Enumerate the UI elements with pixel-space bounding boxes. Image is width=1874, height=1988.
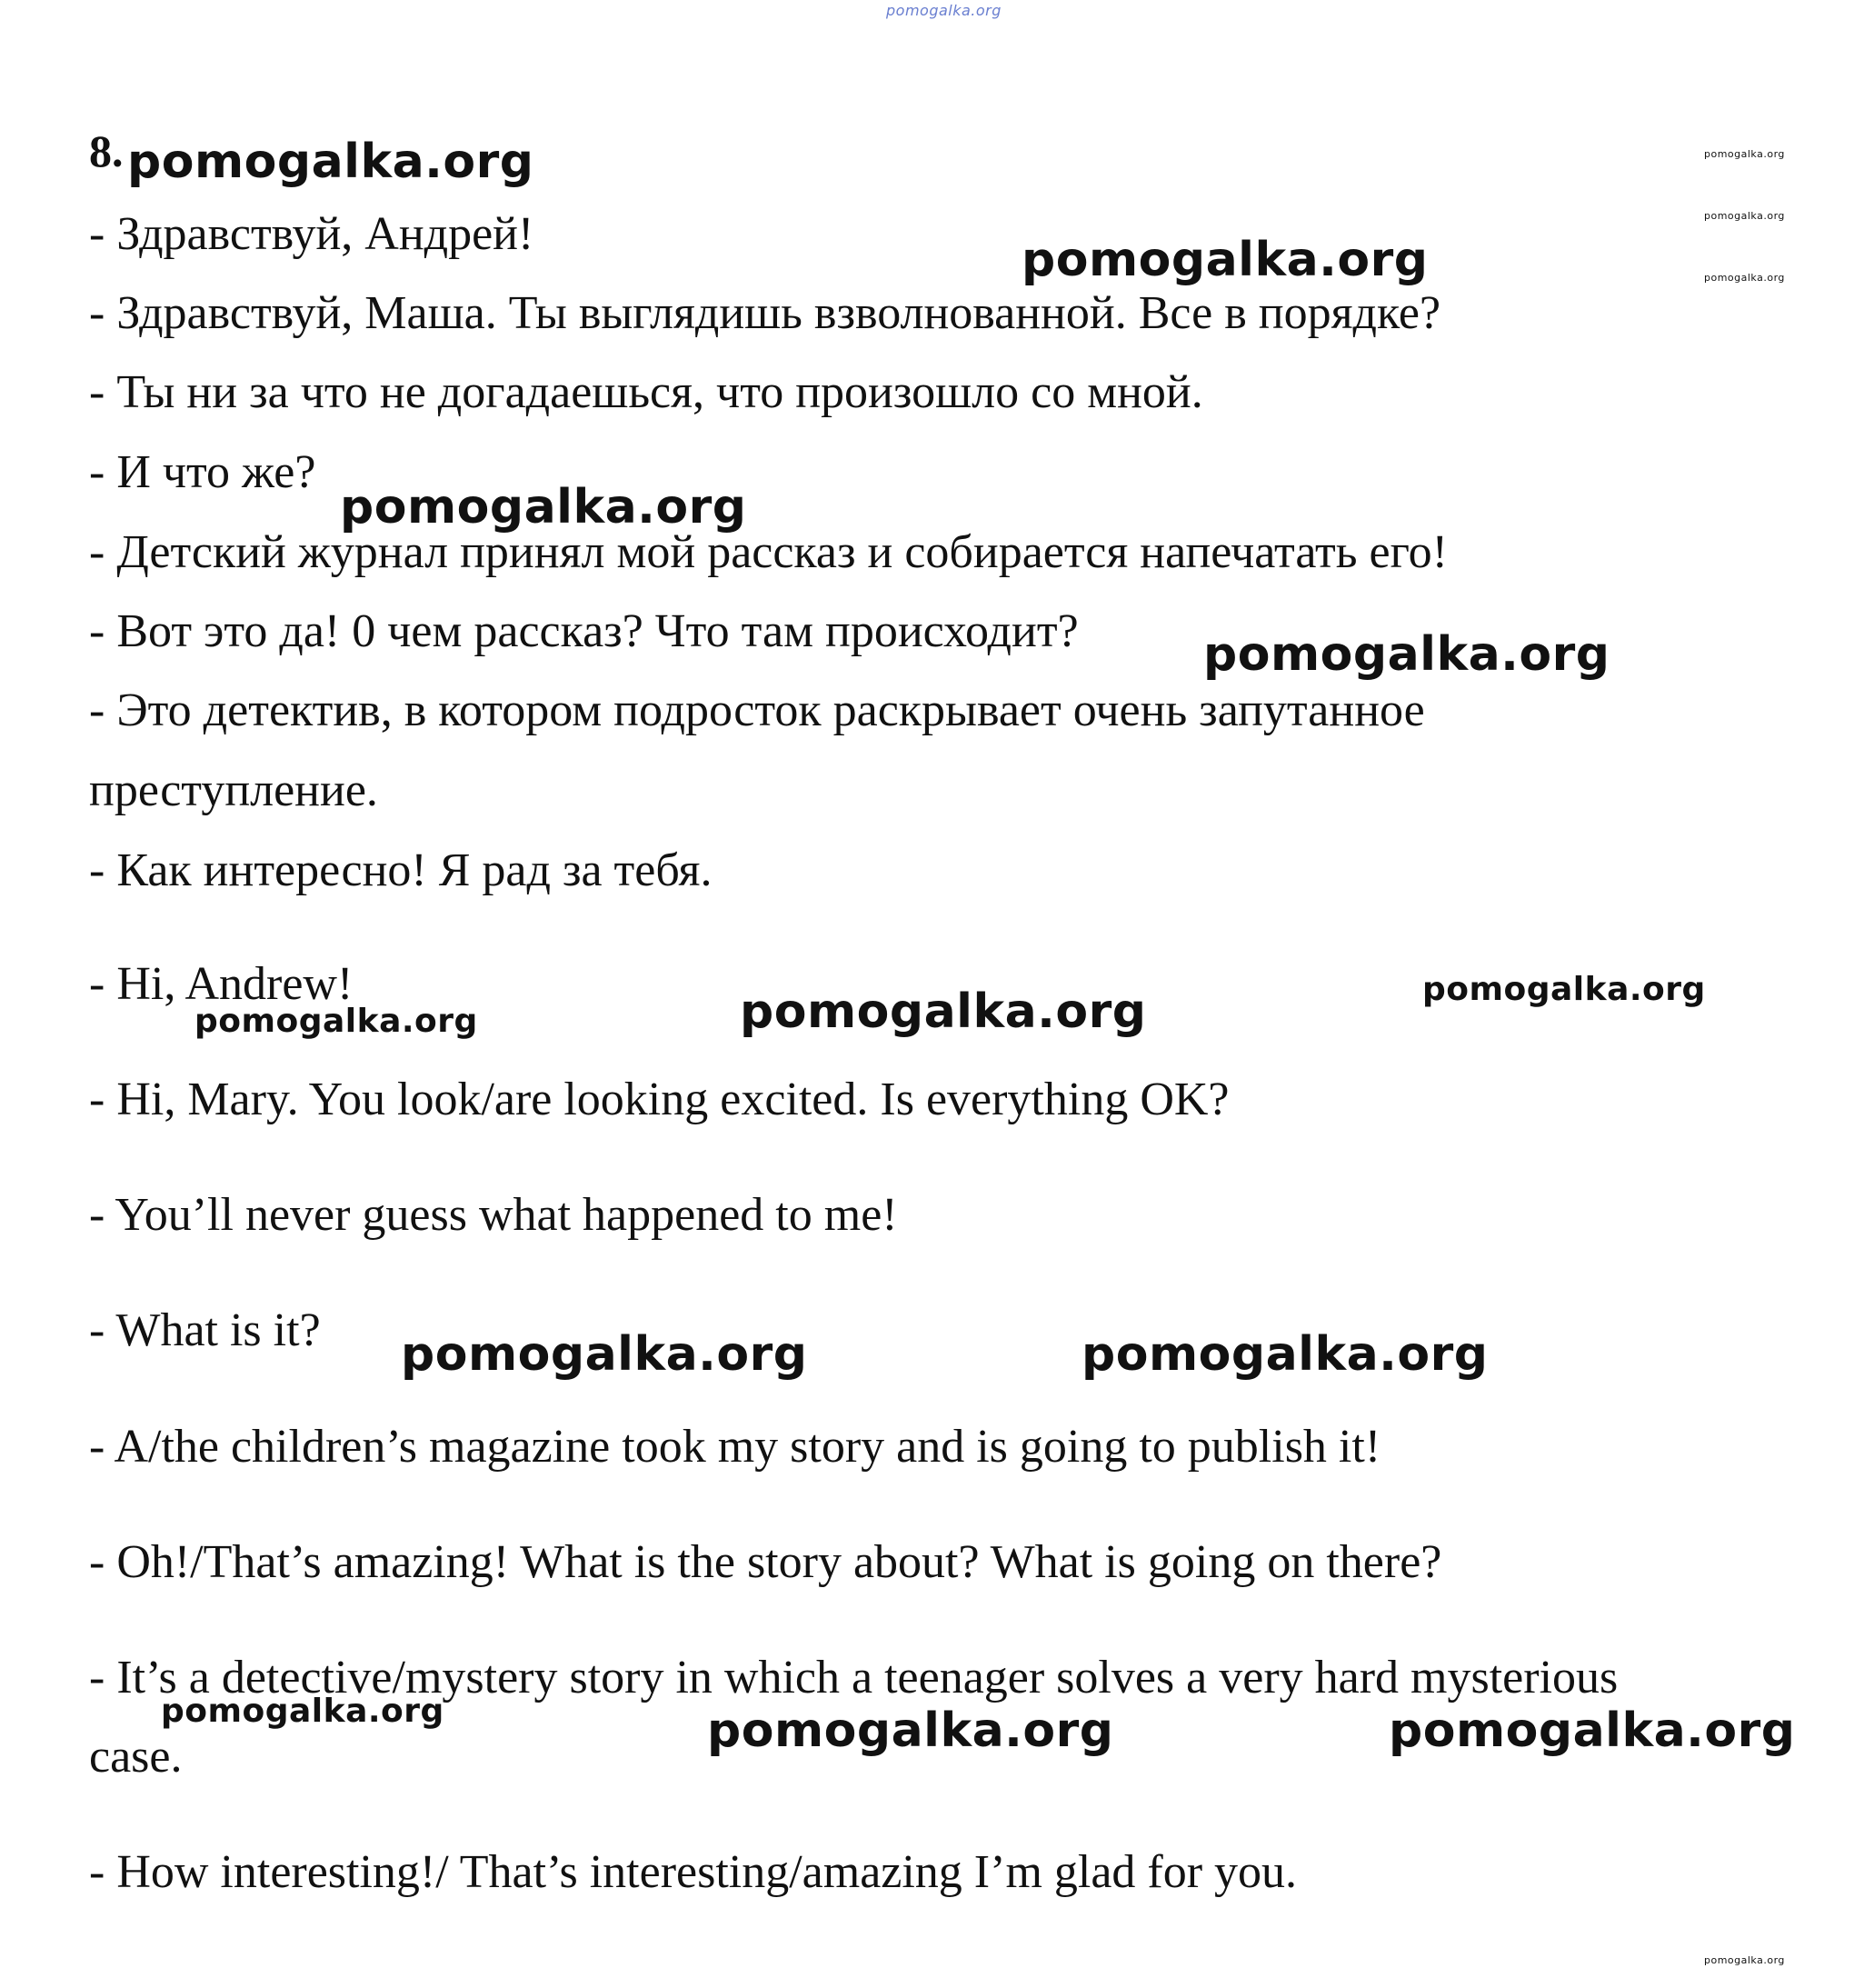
watermark: pomogalka.org <box>707 1703 1114 1758</box>
watermark: pomogalka.org <box>1082 1327 1489 1382</box>
dialogue-line-ru: - Здравствуй, Андрей! <box>89 208 534 260</box>
dialogue-line-en: - A/the children’s magazine took my story and is going to publish it! <box>89 1421 1381 1473</box>
dialogue-line-ru: - Детский журнал принял мой рассказ и собирается напечатать его! <box>89 526 1448 578</box>
dialogue-line-ru: - Это детектив, в котором подросток раскрывает очень запутанное <box>89 684 1425 736</box>
watermark: pomogalka.org <box>194 1003 478 1040</box>
exercise-number: 8. <box>89 125 124 176</box>
dialogue-line-en: - What is it? <box>89 1304 321 1356</box>
dialogue-line-en: - It’s a detective/mystery story in which a teenager solves a very hard mysterious <box>89 1652 1619 1703</box>
watermark: pomogalka.org <box>401 1327 808 1382</box>
dialogue-line-ru: преступление. <box>89 764 378 816</box>
dialogue-line-en: - Oh!/That’s amazing! What is the story about? What is going on there? <box>89 1536 1442 1588</box>
watermark: pomogalka.org <box>1704 148 1785 160</box>
watermark: pomogalka.org <box>1022 233 1429 287</box>
watermark: pomogalka.org <box>1203 627 1610 682</box>
watermark: pomogalka.org <box>127 135 534 189</box>
watermark: pomogalka.org <box>340 480 747 534</box>
watermark: pomogalka.org <box>1389 1703 1796 1758</box>
watermark: pomogalka.org <box>1704 210 1785 222</box>
dialogue-line-ru: - Как интересно! Я рад за тебя. <box>89 844 713 896</box>
watermark: pomogalka.org <box>1704 272 1785 284</box>
dialogue-line-en: - Hi, Mary. You look/are looking excited. Is everything OK? <box>89 1074 1230 1125</box>
dialogue-line-en: case. <box>89 1731 183 1783</box>
dialogue-line-en: - Hi, Andrew! <box>89 958 354 1010</box>
top-watermark: pomogalka.org <box>886 2 1002 19</box>
watermark: pomogalka.org <box>161 1693 444 1730</box>
dialogue-line-ru: - Здравствуй, Маша. Ты выглядишь взволнованной. Все в порядке? <box>89 287 1441 339</box>
dialogue-line-ru: - Ты ни за что не догадаешься, что произошло со мной. <box>89 366 1203 418</box>
dialogue-line-en: - How interesting!/ That’s interesting/amazing I’m glad for you. <box>89 1846 1298 1898</box>
dialogue-line-ru: - И что же? <box>89 446 316 498</box>
watermark: pomogalka.org <box>740 984 1147 1039</box>
dialogue-line-ru: - Вот это да! 0 чем рассказ? Что там происходит? <box>89 605 1079 657</box>
dialogue-line-en: - You’ll never guess what happened to me! <box>89 1189 898 1241</box>
watermark: pomogalka.org <box>1422 971 1706 1008</box>
watermark: pomogalka.org <box>1704 1954 1785 1966</box>
